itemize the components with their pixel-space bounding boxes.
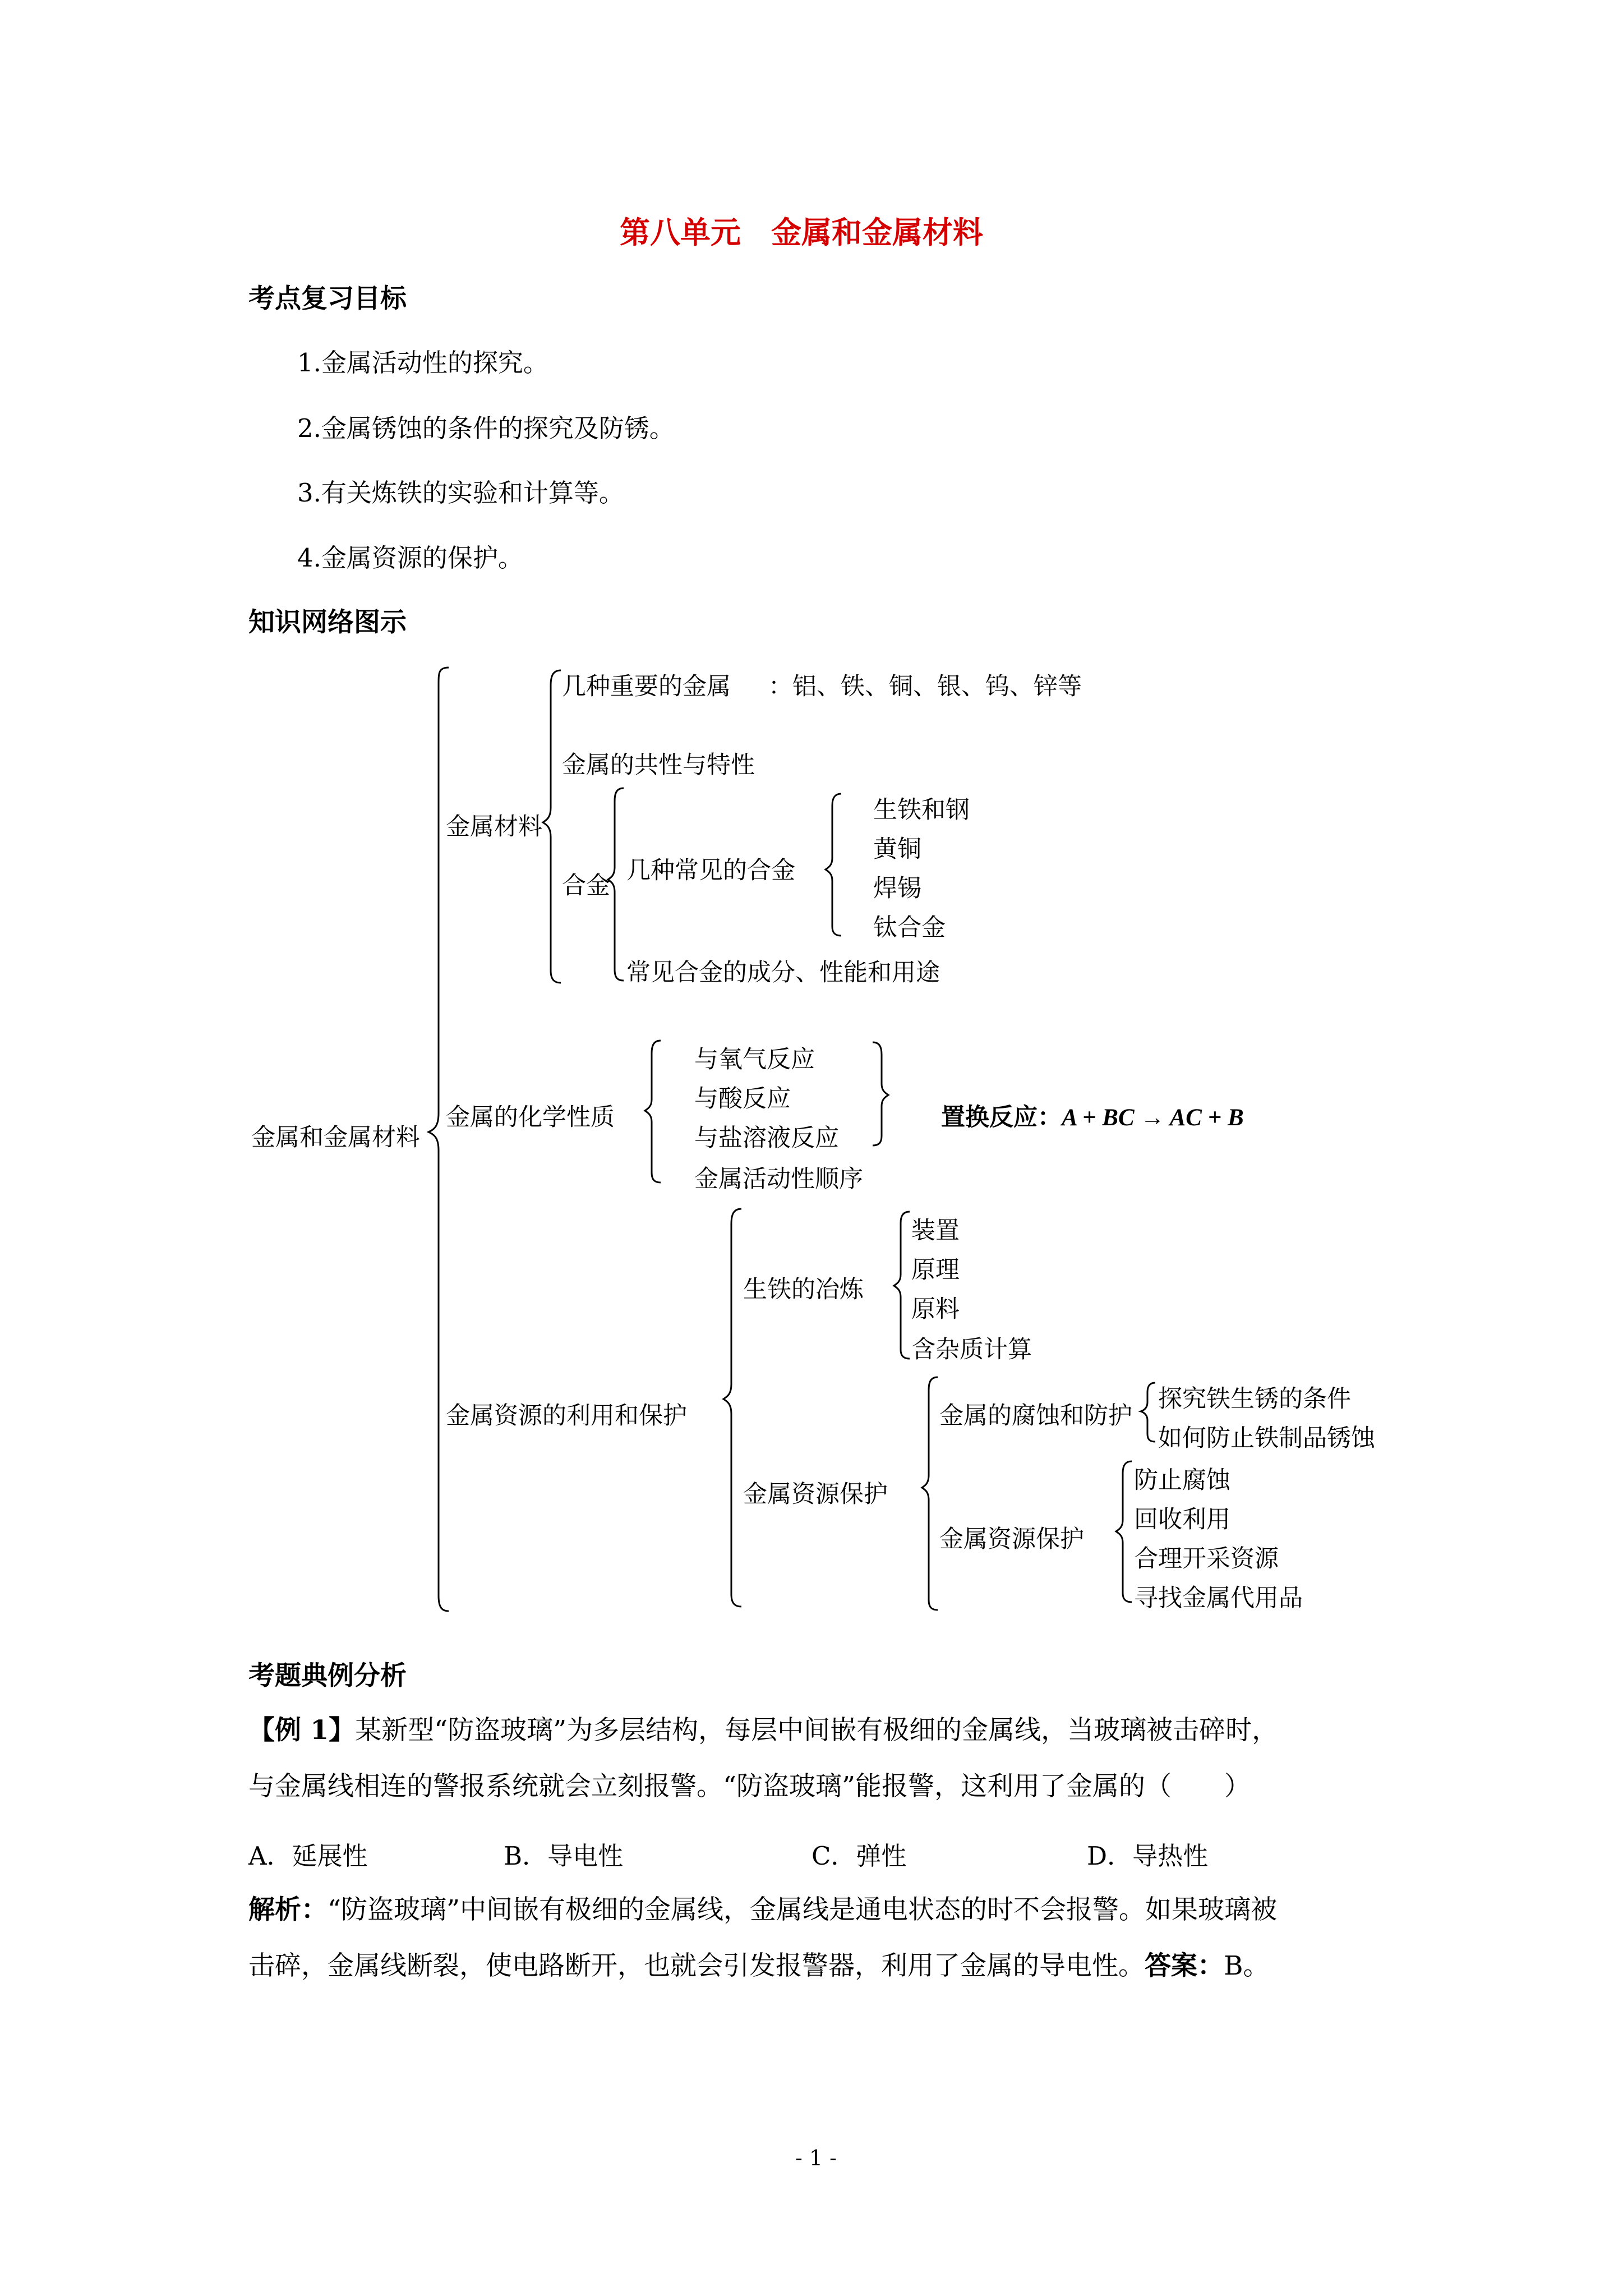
answer-label: 答案： (1145, 1950, 1224, 1981)
example-question-text: 某新型“防盗玻璃”为多层结构，每层中间嵌有极细的金属线，当玻璃被击碎时， (355, 1715, 1279, 1746)
tree-node-important-metals: 几种重要的金属 (562, 673, 731, 701)
tree-leaf-alloy: 黄铜 (873, 835, 921, 863)
objective-item: 4.金属资源的保护。 (297, 543, 523, 573)
tree-node-protection: 金属资源保护 (743, 1480, 888, 1508)
tree-node-resources: 金属资源的利用和保护 (446, 1402, 687, 1430)
analysis-line (248, 1882, 1277, 1938)
answer-value: B。 (1224, 1950, 1270, 1981)
tree-leaf-smelting: 含杂质计算 (911, 1336, 1032, 1364)
tree-node-chemical: 金属的化学性质 (446, 1103, 615, 1131)
tree-leaf-resource-protection: 合理开采资源 (1134, 1545, 1279, 1573)
objective-item: 3.有关炼铁的实验和计算等。 (297, 478, 624, 508)
tree-leaf-alloy: 生铁和钢 (873, 796, 970, 824)
network-heading: 知识网络图示 (248, 607, 407, 638)
example-question-line: 与金属线相连的警报系统就会立刻报警。“防盗玻璃”能报警，这利用了金属的（ ） (248, 1771, 1251, 1802)
tree-node-alloy-composition: 常见合金的成分、性能和用途 (626, 959, 940, 987)
tree-leaf-corrosion: 探究铁生锈的条件 (1158, 1385, 1351, 1413)
tree-node-commonality: 金属的共性与特性 (562, 751, 755, 779)
objective-item: 1.金属活动性的探究。 (297, 348, 548, 378)
tree-leaf-resource-protection: 回收利用 (1134, 1506, 1230, 1534)
option-d: D．导热性 (1087, 1841, 1209, 1871)
option-a: A．延展性 (248, 1841, 368, 1871)
analysis-text: 击碎，金属线断裂，使电路断开，也就会引发报警器，利用了金属的导电性。 (248, 1950, 1145, 1981)
tree-node-corrosion: 金属的腐蚀和防护 (939, 1402, 1132, 1430)
tree-leaf-chemical: 与盐溶液反应 (694, 1124, 839, 1152)
example-question-line (248, 1703, 1278, 1759)
tree-node-important-metals-list: ：铝、铁、铜、银、钨、锌等 (768, 673, 1082, 701)
tree-node-metal-materials: 金属材料 (446, 813, 542, 841)
tree-node-smelting: 生铁的冶炼 (743, 1276, 864, 1304)
tree-leaf-smelting: 原理 (911, 1256, 960, 1284)
objectives-heading: 考点复习目标 (248, 283, 407, 314)
analysis-line (248, 1938, 1270, 1994)
tree-leaf-alloy: 焊锡 (873, 875, 921, 903)
tree-node-alloy: 合金 (562, 872, 610, 900)
objective-item: 2.金属锈蚀的条件的探究及防锈。 (297, 413, 675, 443)
page-number: - 1 - (795, 2146, 837, 2170)
page-title: 第八单元 金属和金属材料 (620, 214, 983, 250)
tree-leaf-resource-protection: 寻找金属代用品 (1134, 1584, 1303, 1612)
tree-node-common-alloys: 几种常见的合金 (626, 857, 795, 885)
tree-root: 金属和金属材料 (251, 1124, 420, 1152)
tree-node-replacement (941, 1098, 1244, 1133)
tree-node-resource-protection: 金属资源保护 (939, 1525, 1084, 1553)
example-tag: 【例 1】 (248, 1715, 356, 1746)
tree-leaf-chemical: 金属活动性顺序 (694, 1165, 863, 1193)
tree-leaf-resource-protection: 防止腐蚀 (1134, 1466, 1230, 1494)
option-c: C．弹性 (811, 1841, 907, 1871)
replacement-formula: A + BC → AC + B (1062, 1105, 1244, 1131)
tree-leaf-corrosion: 如何防止铁制品锈蚀 (1158, 1424, 1375, 1452)
option-b: B．导电性 (504, 1841, 624, 1871)
tree-leaf-smelting: 原料 (911, 1295, 960, 1323)
analysis-label: 解析： (248, 1894, 328, 1925)
replacement-label: 置换反应： (941, 1103, 1062, 1131)
analysis-text: “防盗玻璃”中间嵌有极细的金属线，金属线是通电状态的时不会报警。如果玻璃被 (328, 1894, 1278, 1925)
tree-leaf-chemical: 与氧气反应 (694, 1046, 815, 1074)
tree-leaf-chemical: 与酸反应 (694, 1085, 791, 1113)
tree-leaf-alloy: 钛合金 (873, 914, 946, 942)
analysis-heading: 考题典例分析 (248, 1660, 407, 1691)
tree-leaf-smelting: 装置 (911, 1217, 960, 1245)
